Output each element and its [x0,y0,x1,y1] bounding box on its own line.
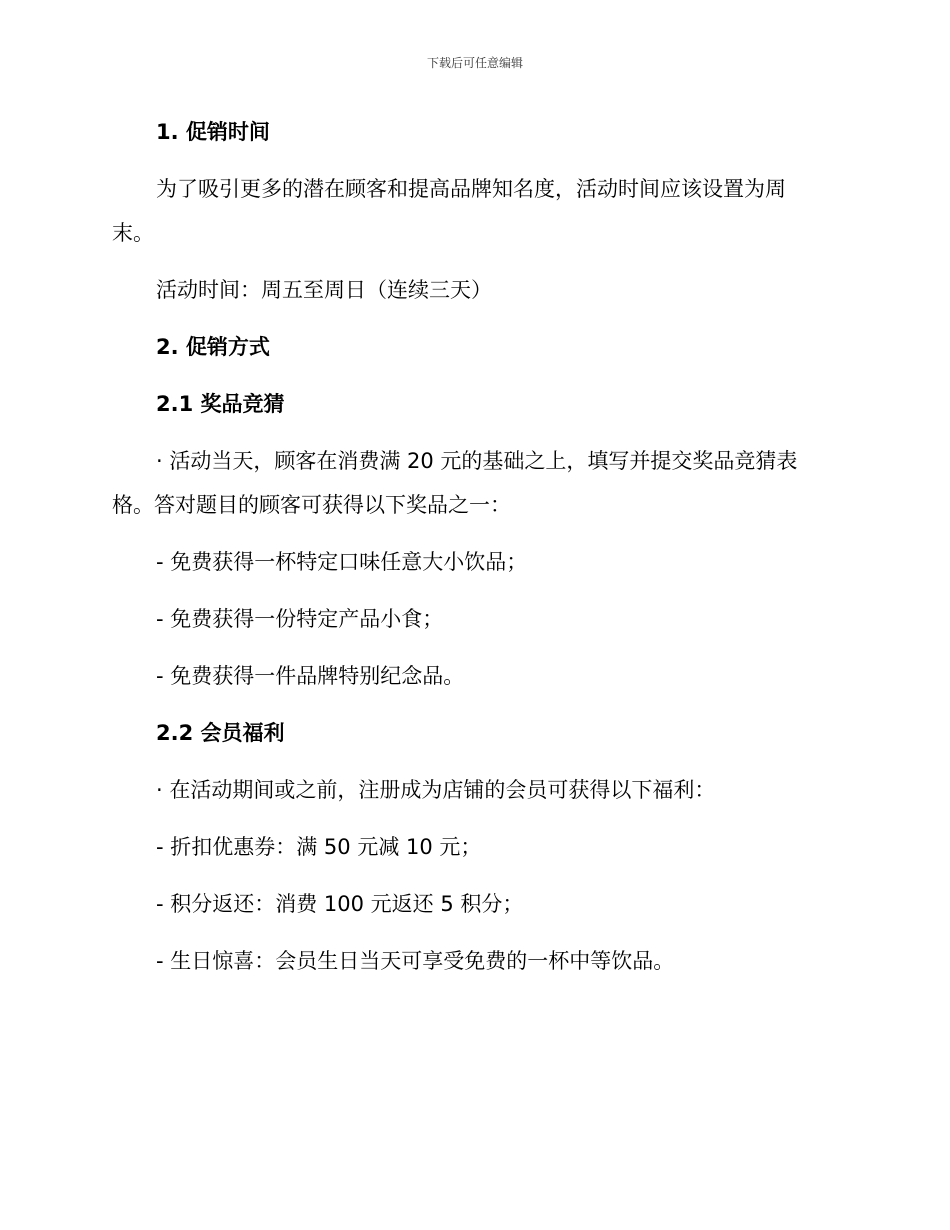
section-2-1-paragraph: · 活动当天，顾客在消费满 20 元的基础之上，填写并提交奖品竞猜表格。答对题目的顾客可获得以下奖品之一： [112,449,798,517]
benefit-item-3: - 生日惊喜：会员生日当天可享受免费的一杯中等饮品。 [156,949,675,973]
section-2-1-heading: 2.1 奖品竞猜 [156,392,285,416]
section-1-heading: 1. 促销时间 [156,120,270,144]
prize-item-2: - 免费获得一份特定产品小食； [156,607,444,631]
benefit-item-1: - 折扣优惠券：满 50 元减 10 元； [156,835,482,859]
section-2-2-heading: 2.2 会员福利 [156,721,285,745]
section-1-paragraph: 为了吸引更多的潜在顾客和提高品牌知名度，活动时间应该设置为周末。 [112,177,786,245]
benefit-item-2: - 积分返还：消费 100 元返还 5 积分； [156,892,524,916]
prize-item-3: - 免费获得一件品牌特别纪念品。 [156,664,465,688]
section-2-2-paragraph: · 在活动期间或之前，注册成为店铺的会员可获得以下福利： [156,778,716,802]
section-2-heading: 2. 促销方式 [156,335,270,359]
prize-item-1: - 免费获得一杯特定口味任意大小饮品； [156,550,528,574]
document-body [112,110,817,996]
activity-time-paragraph: 活动时间：周五至周日（连续三天） [156,278,492,302]
page-header: 下载后可任意编辑 [426,56,523,70]
